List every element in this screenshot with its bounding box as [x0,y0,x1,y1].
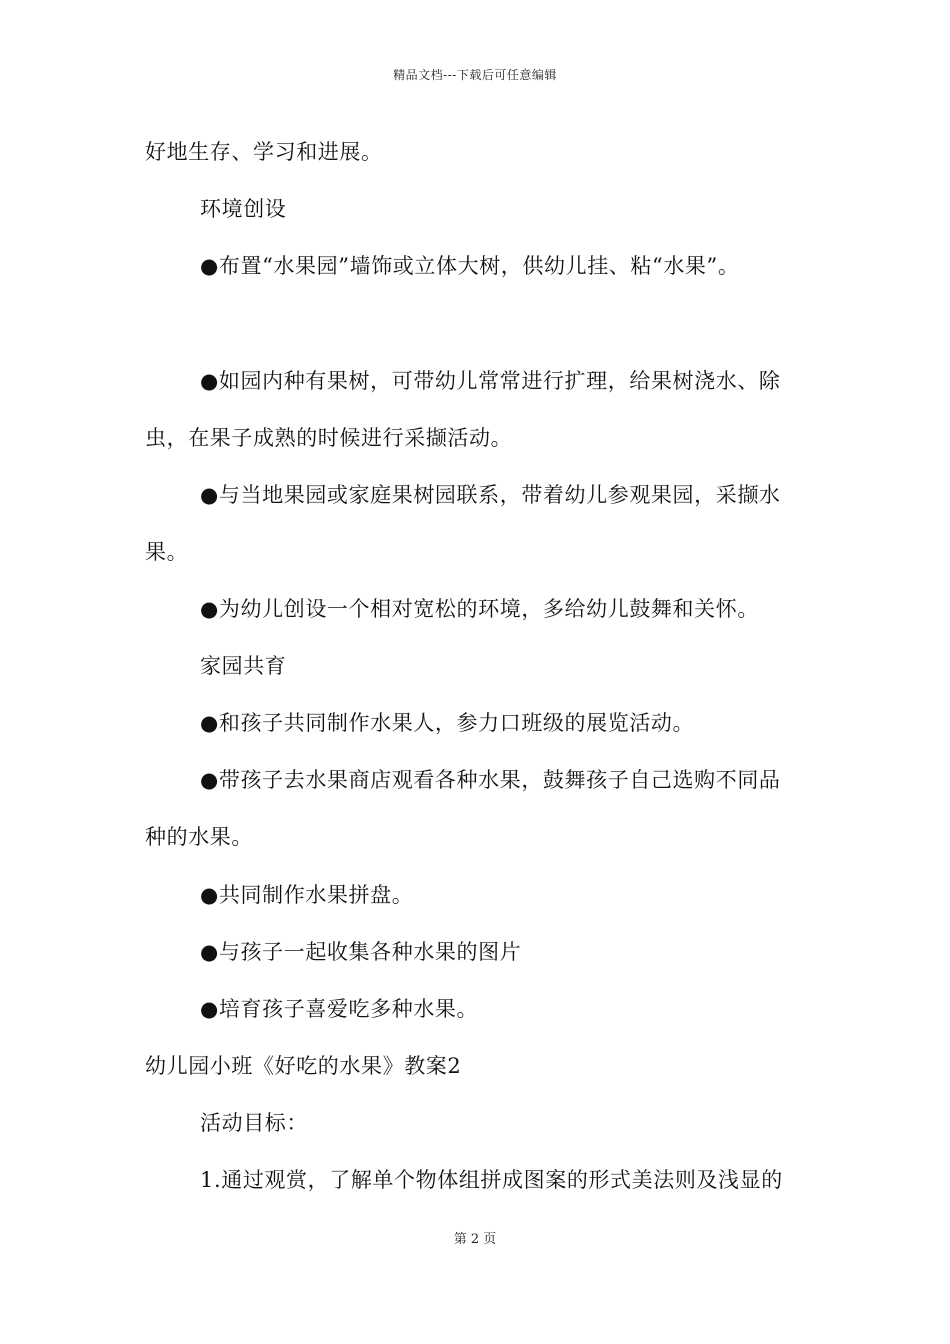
paragraph-line: 种的水果。 [145,825,253,849]
paragraph-line: 好地生存、学习和进展。 [145,140,383,164]
section-heading-home-school: 家园共育 [200,654,287,678]
objective-item: 1.通过观赏，了解单个物体组拼成图案的形式美法则及浅显的 [200,1168,783,1192]
section-heading-objectives: 活动目标： [200,1111,308,1135]
bullet-item: ●和孩子共同制作水果人，参力口班级的展览活动。 [200,711,695,735]
paragraph-line: 虫，在果子成熟的时候进行采撷活动。 [145,426,513,450]
section-heading-environment: 环境创设 [200,197,287,221]
bullet-item: ●共同制作水果拼盘。 [200,883,414,907]
paragraph-line: 果。 [145,540,189,564]
bullet-item: ●与孩子一起收集各种水果的图片 [200,940,522,964]
bullet-item: ●如园内种有果树，可带幼儿常常进行扩理，给果树浇水、除 [200,369,781,393]
bullet-item: ●布置“水果园”墙饰或立体大树，供幼儿挂、粘“水果”。 [200,254,740,278]
lesson-plan-title: 幼儿园小班《好吃的水果》教案2 [145,1054,462,1078]
bullet-item: ●为幼儿创设一个相对宽松的环境，多给幼儿鼓舞和关怀。 [200,597,759,621]
bullet-item: ●培育孩子喜爱吃多种水果。 [200,997,479,1021]
bullet-item: ●带孩子去水果商店观看各种水果，鼓舞孩子自己选购不同品 [200,768,781,792]
bullet-item: ●与当地果园或家庭果树园联系，带着幼儿参观果园，采撷水 [200,483,781,507]
page-footer: 第 2 页 [453,1232,497,1247]
page-header: 精品文档---下载后可任意编辑 [393,68,557,82]
